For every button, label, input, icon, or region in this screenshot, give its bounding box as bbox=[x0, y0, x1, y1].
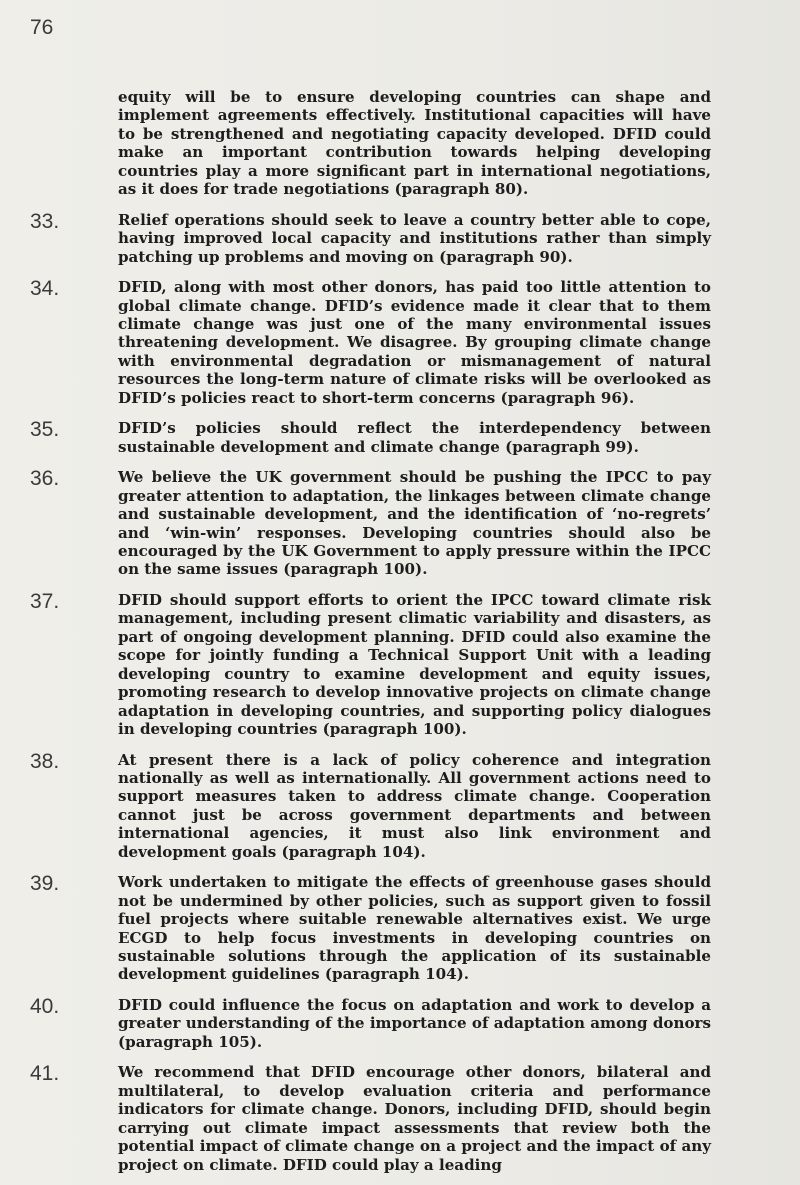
paragraph-number: 37. bbox=[30, 589, 60, 613]
page-number: 76 bbox=[30, 16, 54, 39]
paragraph-text: DFID should support efforts to orient the IPCC toward climate risk management, including present climatic variability and disasters, as part of ongoing development planning. DFID could also examine the scope for jointly funding a Technical Support Unit with a leading developing country to examine development and equity issues, promoting research to develop innovative projects on climate change adaptation in developing countries, and supporting policy dialogues in developing countries (paragraph 100). bbox=[118, 590, 711, 739]
paragraph-text: equity will be to ensure developing countries can shape and implement agreements effectively. Institutional capacities will have to be strengthened and negotiating capacity developed. DFID could make an important contribution towards helping developing countries play a more significant part in international negotiations, as it does for trade negotiations (paragraph 80). bbox=[118, 88, 711, 199]
paragraph-number: 34. bbox=[30, 277, 60, 301]
paragraph-text: DFID’s policies should reflect the interdependency between sustainable development and climate change (paragraph 99). bbox=[118, 419, 711, 456]
paragraph-number: 41. bbox=[30, 1062, 60, 1086]
paragraph-number: 33. bbox=[30, 209, 60, 233]
paragraph-number: 39. bbox=[30, 872, 60, 896]
paragraph-text: We recommend that DFID encourage other donors, bilateral and multilateral, to develop evaluation criteria and performance indicators for climate change. Donors, including DFID, should begin carrying out climate impact assessments that review both the potential impact of climate change on a project and the impact of any project on climate. DFID could play a leading bbox=[118, 1063, 711, 1174]
paragraph-text: DFID, along with most other donors, has paid too little attention to global climate change. DFID’s evidence made it clear that to them climate change was just one of the many environmental issues threatening development. We disagree. By grouping climate change with environmental degradation or mismanagement of natural resources the long-term nature of climate risks will be overlooked as DFID’s policies react to short-term concerns (paragraph 96). bbox=[118, 278, 711, 407]
paragraph-number: 40. bbox=[30, 994, 60, 1018]
paragraph-number: 36. bbox=[30, 467, 60, 491]
paragraph-text: Work undertaken to mitigate the effects of greenhouse gases should not be undermined by other policies, such as support given to fossil fuel projects where suitable renewable alternatives exist. We urge ECGD to help focus investments in developing countries on sustainable solutions through the application of its sustainable development guidelines (paragraph 104). bbox=[118, 873, 711, 984]
paragraph-number: 35. bbox=[30, 418, 60, 442]
paragraph-text: Relief operations should seek to leave a country better able to cope, having improved local capacity and institutions rather than simply patching up problems and moving on (paragraph 90). bbox=[118, 210, 711, 266]
paragraph-number: 38. bbox=[30, 749, 60, 773]
paragraph-text: At present there is a lack of policy coherence and integration nationally as well as internationally. All government actions need to support measures taken to address climate change. Cooperation cannot just be across government departments and between international agencies, it must also link environment and development goals (paragraph 104). bbox=[118, 750, 711, 861]
paragraph-text: We believe the UK government should be pushing the IPCC to pay greater attention to adaptation, the linkages between climate change and sustainable development, and the identification of ‘no-regrets’ and ‘win-win’ responses. Developing countries should also be encouraged by the UK Government to apply pressure within the IPCC on the same issues (paragraph 100). bbox=[118, 468, 711, 579]
paragraph-text: DFID could influence the focus on adaptation and work to develop a greater understanding of the importance of adaptation among donors (paragraph 105). bbox=[118, 995, 711, 1051]
